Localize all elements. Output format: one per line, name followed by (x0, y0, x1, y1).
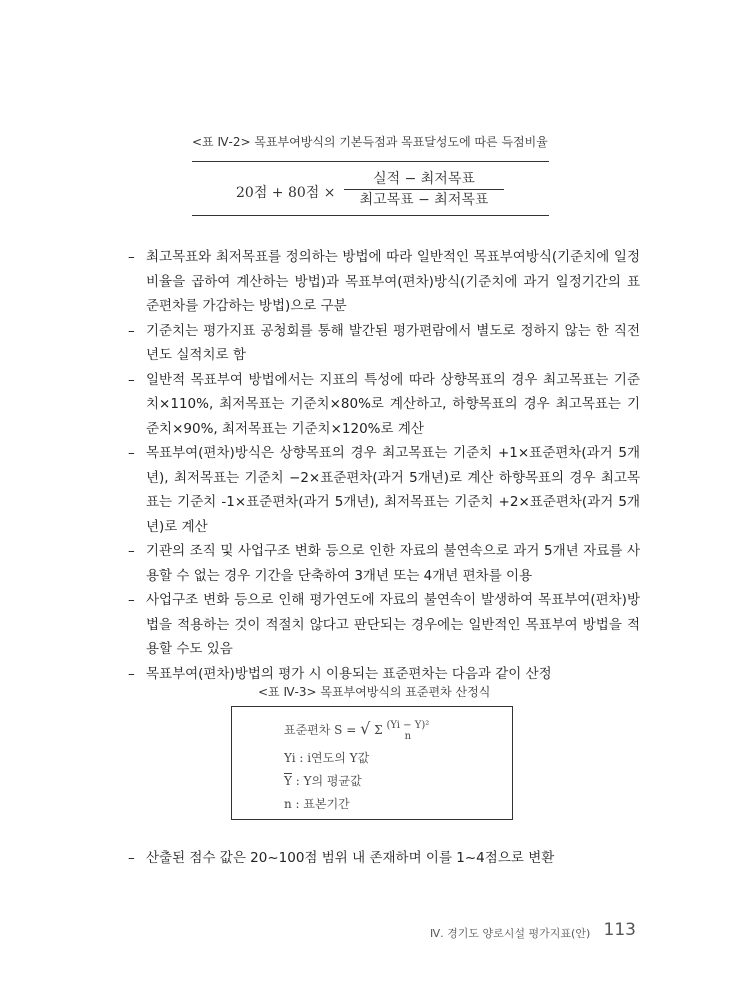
sqrt-symbol: √ (360, 719, 371, 738)
ybar-symbol: $\overline{Y}$ (284, 774, 292, 788)
list-item-text: 사업구조 변화 등으로 인해 평가연도에 자료의 불연속이 발생하여 목표부여(편차)방법을 적용하는 것이 적절치 않다고 판단되는 경우에는 일반적인 목표부여 방법을 적용할 수도 있음 (146, 592, 640, 657)
list-item (128, 245, 640, 319)
definition-ybar (284, 772, 362, 789)
list-item-text: 최고목표와 최저목표를 정의하는 방법에 따라 일반적인 목표부여방식(기준치에 일정 비율을 곱하여 계산하는 방법)과 목표부여(편차)방식(기준치에 과거 일정기간의 표준편차를 가감하는 방법)으로 구분 (146, 249, 640, 314)
dash-marker: – (128, 850, 135, 866)
dash-marker: – (128, 592, 135, 608)
list-item (128, 441, 640, 539)
formula-lhs: 표준편차 S = (284, 723, 357, 737)
std-dev-formula-box (231, 706, 513, 820)
sum-symbol: Σ (374, 723, 383, 737)
fraction-bar (344, 189, 504, 190)
score-formula (192, 166, 549, 214)
formula-bottom-rule (192, 215, 549, 216)
formula-top-rule (192, 161, 549, 162)
dash-marker: – (128, 543, 135, 559)
formula-lead: 20점 + 80점 × (236, 185, 336, 201)
dash-marker: – (128, 445, 135, 461)
formula-fraction (386, 720, 429, 742)
formula-n: n (404, 730, 412, 742)
formula-fraction (344, 170, 504, 209)
list-item (128, 368, 640, 442)
std-dev-formula (284, 719, 429, 742)
dash-marker: – (128, 249, 135, 265)
ybar-text: : Y의 평균값 (291, 774, 362, 788)
list-item-text: 기관의 조직 및 사업구조 변화 등으로 인한 자료의 불연속으로 과거 5개년 자료를 사용할 수 없는 경우 기간을 단축하여 3개년 또는 4개년 편차를 이용 (146, 543, 640, 584)
list-item-text: 목표부여(편차)방법의 평가 시 이용되는 표준편차는 다음과 같이 산정 (146, 665, 552, 682)
list-item (128, 319, 640, 368)
list-item-text: 일반적 목표부여 방법에서는 지표의 특성에 따라 상향목표의 경우 최고목표는 기준치×110%, 최저목표는 기준치×80%로 계산하고, 하향목표의 경우 최고목표는 기준치×90%, 최저목표는 기준치×120%로 계산 (146, 371, 640, 437)
table-3-caption: <표 Ⅳ-3> 목표부여방식의 표준편차 산정식 (258, 685, 491, 699)
formula-denominator: 최고목표 − 최저목표 (359, 192, 489, 208)
list-item (128, 539, 640, 588)
dash-marker: – (128, 665, 135, 682)
table-2-caption: <표 Ⅳ-2> 목표부여방식의 기본득점과 목표달성도에 따른 득점비율 (192, 135, 548, 149)
chapter-title: Ⅳ. 경기도 양로시설 평가지표(안) (430, 927, 591, 940)
dash-marker: – (128, 322, 135, 339)
list-item-text: 목표부여(편차)방식은 상향목표의 경우 최고목표는 기준치 +1×표준편차(과거 5개년), 최저목표는 기준치 −2×표준편차(과거 5개년)로 계산 하향목표의 경우 최고목표는 기준치 -1×표준편차(과거 5개년), 최저목표는 기준치 +2×표준편차(과거 5개년)로 계산 (146, 445, 640, 535)
dash-marker: – (128, 371, 135, 388)
list-item (128, 846, 640, 870)
list-item-text: 산출된 점수 값은 20~100점 범위 내 존재하며 이를 1~4점으로 변환 (146, 850, 555, 866)
page-number: 113 (603, 920, 636, 940)
formula-term: (Yi − Y)² (386, 719, 430, 731)
list-item (128, 588, 640, 662)
formula-numerator: 실적 − 최저목표 (373, 171, 475, 187)
definition-yi: Yi : i연도의 Y값 (284, 751, 370, 765)
definition-n: n : 표본기간 (284, 797, 350, 811)
list-item-text: 기준치는 평가지표 공청회를 통해 발간된 평가편람에서 별도로 정하지 않는 한 직전년도 실적치로 함 (146, 322, 640, 363)
bullet-list (128, 245, 640, 686)
